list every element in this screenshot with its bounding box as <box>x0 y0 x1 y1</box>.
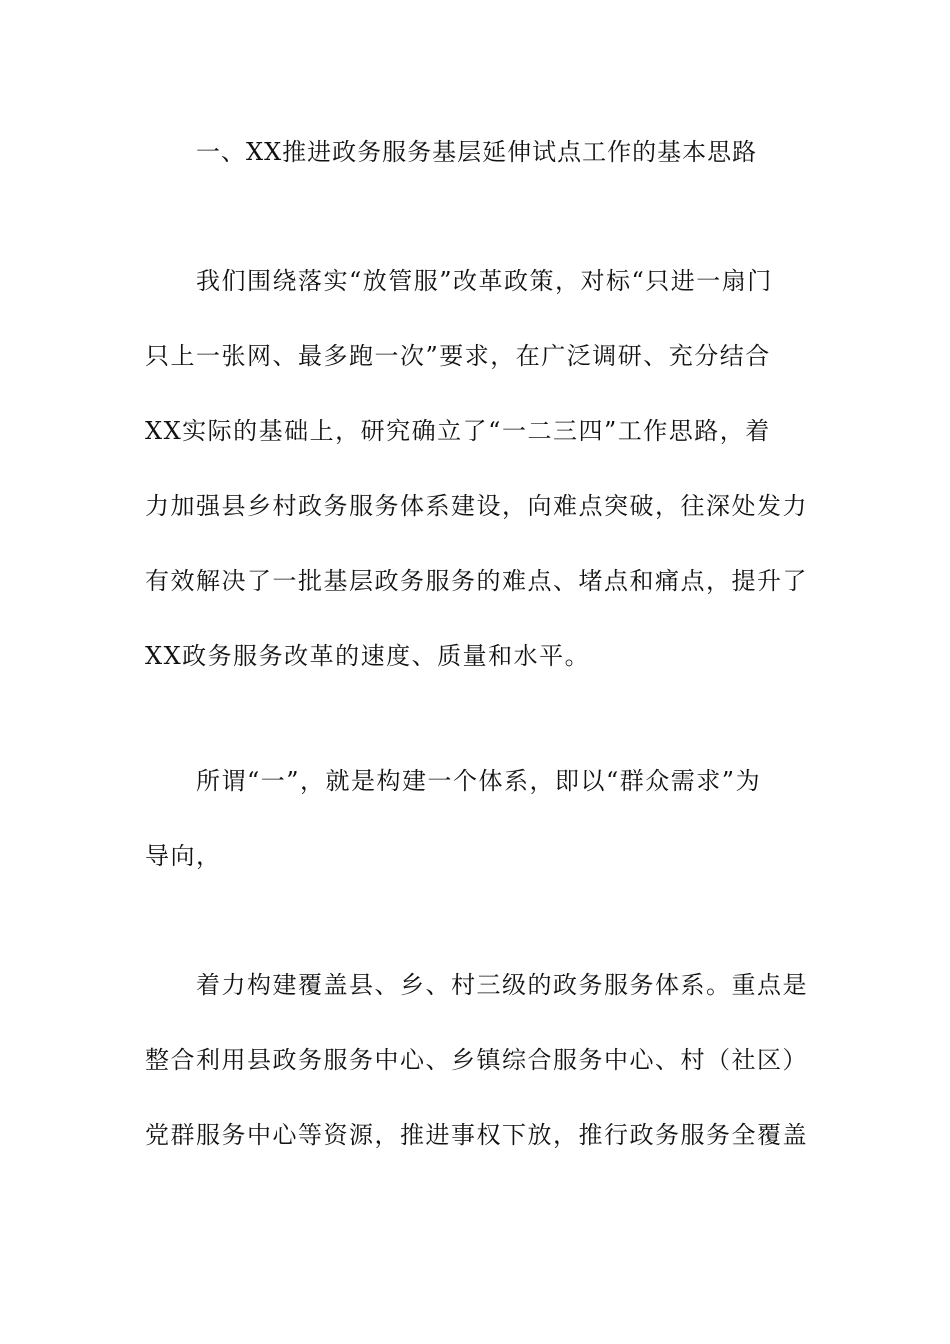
paragraph1-line-6: XX政务服务改革的速度、质量和水平。 <box>145 642 591 670</box>
paragraph3-line-1: 着力构建覆盖县、乡、村三级的政务服务体系。重点是 <box>196 971 808 999</box>
paragraph1-line-4: 力加强县乡村政务服务体系建设，向难点突破，往深处发力 <box>145 492 808 520</box>
paragraph1-line-2: 只上一张网、最多跑一次”要求，在广泛调研、充分结合 <box>145 342 771 370</box>
paragraph1-line-1: 我们围绕落实“放管服”改革政策，对标“只进一扇门 <box>196 267 773 295</box>
paragraph1-line-3: XX实际的基础上，研究确立了“一二三四”工作思路，着 <box>145 417 771 445</box>
paragraph3-line-3: 党群服务中心等资源，推进事权下放，推行政务服务全覆盖 <box>145 1121 808 1149</box>
section-heading: 一、XX推进政务服务基层延伸试点工作的基本思路 <box>196 138 758 166</box>
paragraph2-line-1: 所谓“一”，就是构建一个体系，即以“群众需求”为 <box>196 767 762 795</box>
paragraph2-line-2: 导向， <box>145 842 222 870</box>
paragraph3-line-2: 整合利用县政务服务中心、乡镇综合服务中心、村（社区） <box>145 1046 808 1074</box>
paragraph1-line-5: 有效解决了一批基层政务服务的难点、堵点和痛点，提升了 <box>145 567 808 595</box>
